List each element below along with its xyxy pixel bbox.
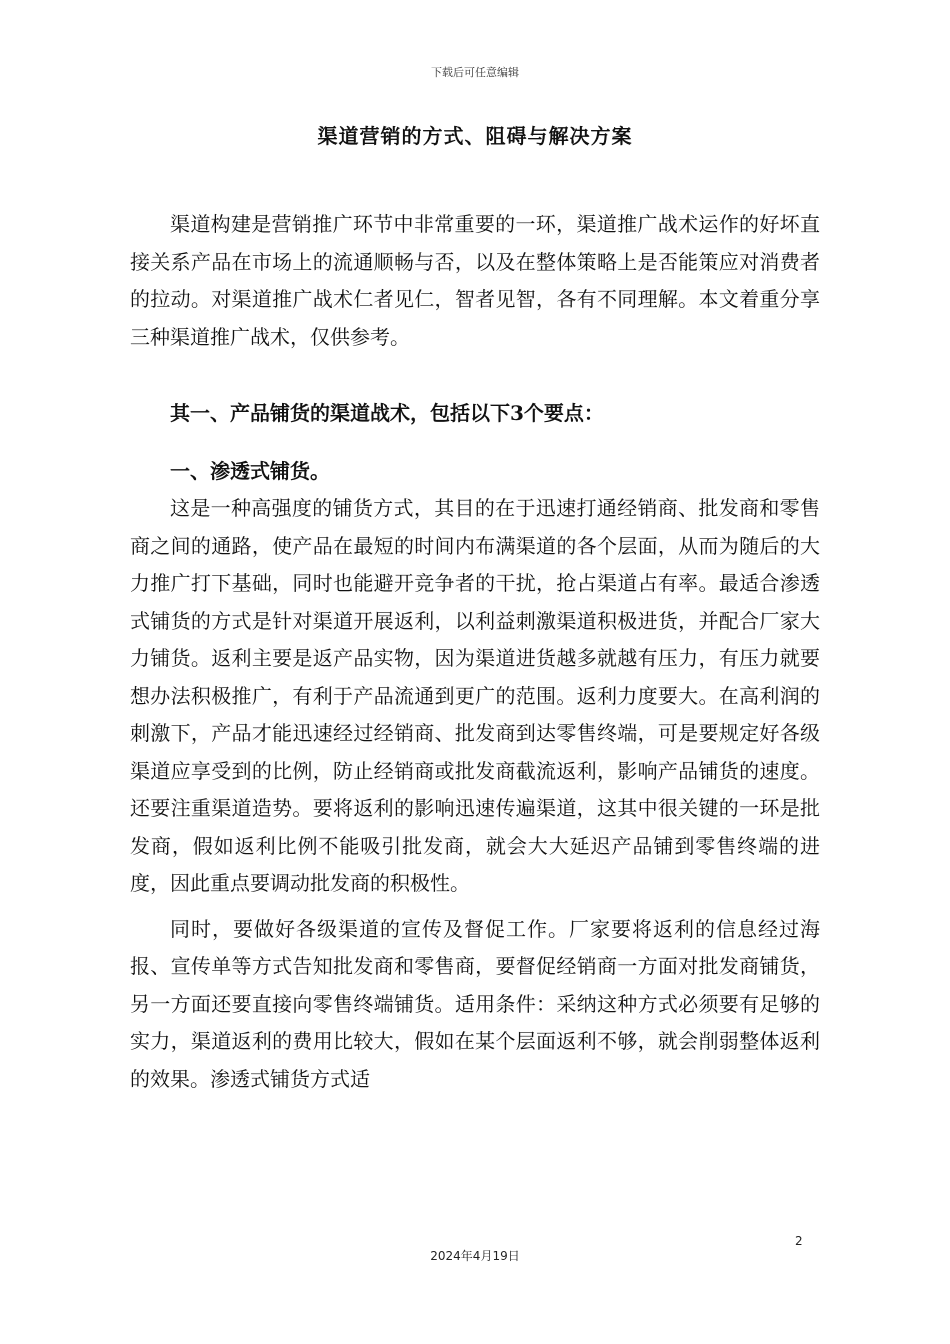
page-number: 2	[795, 1234, 803, 1248]
subsection-heading: 一、渗透式铺货。	[170, 458, 330, 483]
intro-paragraph: 渠道构建是营销推广环节中非常重要的一环，渠道推广战术运作的好坏直接关系产品在市场上的流通顺畅与否，以及在整体策略上是否能策应对消费者的拉动。对渠道推广战术仁者见仁，智者见智，各有不同理解。本文着重分享三种渠道推广战术，仅供参考。	[130, 212, 820, 349]
header-note: 下载后可任意编辑	[431, 66, 519, 79]
body-paragraph-1: 这是一种高强度的铺货方式，其目的在于迅速打通经销商、批发商和零售商之间的通路，使产品在最短的时间内布满渠道的各个层面，从而为随后的大力推广打下基础，同时也能避开竞争者的干扰，抢占渠道占有率。最适合渗透式铺货的方式是针对渠道开展返利，以利益刺激渠道积极进货，并配合厂家大力铺货。返利主要是返产品实物，因为渠道进货越多就越有压力，有压力就要想办法积极推广，有利于产品流通到更广的范围。返利力度要大。在高利润的刺激下，产品才能迅速经过经销商、批发商到达零售终端，可是要规定好各级渠道应享受到的比例，防止经销商或批发商截流返利，影响产品铺货的速度。还要注重渠道造势。要将返利的影响迅速传遍渠道，这其中很关键的一环是批发商，假如返利比例不能吸引批发商，就会大大延迟产品铺到零售终端的进度，因此重点要调动批发商的积极性。	[130, 496, 820, 895]
document-title: 渠道营销的方式、阻碍与解决方案	[317, 124, 633, 148]
body-paragraph-2: 同时，要做好各级渠道的宣传及督促工作。厂家要将返利的信息经过海报、宣传单等方式告知批发商和零售商，要督促经销商一方面对批发商铺货，另一方面还要直接向零售终端铺货。适用条件：采纳这种方式必须要有足够的实力，渠道返利的费用比较大，假如在某个层面返利不够，就会削弱整体返利的效果。渗透式铺货方式适	[130, 916, 820, 1091]
footer-date: 2024年4月19日	[430, 1249, 520, 1263]
document-body	[130, 206, 820, 1098]
section-heading: 其一、产品铺货的渠道战术，包括以下3个要点：	[170, 401, 604, 425]
